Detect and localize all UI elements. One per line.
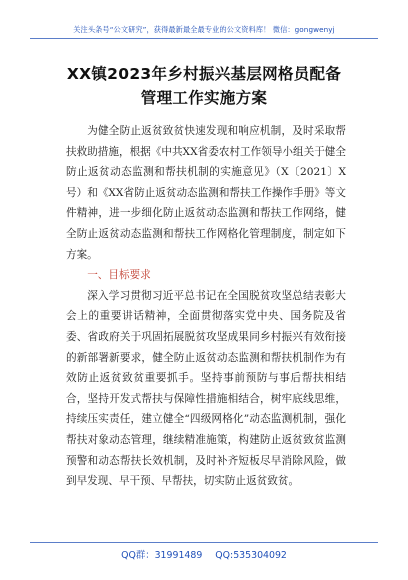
footer-divider — [30, 542, 378, 543]
header-divider — [30, 38, 378, 39]
footer-contact — [0, 547, 408, 561]
document-body — [66, 121, 346, 492]
document-title-line-2: 管理工作实施方案 — [140, 89, 268, 107]
footer-qq: QQ:535304092 — [215, 550, 287, 561]
header-banner — [0, 0, 408, 44]
intro-paragraph: 为健全防止返贫致贫快速发现和响应机制，及时采取帮扶救助措施，根据《中共XX省委农村工作领导小组关于健全防止返贫动态监测和帮扶机制的实施意见》（X〔2021〕X号）和《XX省防止返贫动态监测和帮扶工作操作手册》等文件精神，进一步细化防止返贫动态监测和帮扶工作网络，健全防止返贫动态监测和帮扶工作网格化管理制度，制定如下方案。 — [66, 125, 346, 261]
goals-paragraph: 深入学习贯彻习近平总书记在全国脱贫攻坚总结表彰大会上的重要讲话精神，全面贯彻落实党中央、国务院及省委、省政府关于巩固拓展脱贫攻坚成果同乡村振兴有效衔接的新部署新要求，健全防止返贫动态监测和帮扶机制作为有效防止返贫致贫重要抓手。坚持事前预防与事后帮扶相结合，坚持开发式帮扶与保障性措施相结合，树牢底线思维，持续压实责任，建立健全“四级网格化”动态监测机制，强化帮扶对象动态管理，继续精准施策，构建防止返贫致贫监测预警和动态帮扶长效机制，及时补齐短板尽早消除风险，做到早发现、早干预、早帮扶，切实防止返贫致贫。 — [66, 289, 346, 488]
header-promo-text: 关注头条号“公文研究”，获得最新最全最专业的公文资料库！ 微信：gongwenyj — [73, 25, 335, 34]
section-heading-goals: 一、目标要求 — [87, 269, 151, 282]
document-title-line-1: XX镇2023年乡村振兴基层网格员配备 — [66, 65, 342, 83]
footer-qq-group: QQ群：31991489 — [121, 550, 203, 561]
